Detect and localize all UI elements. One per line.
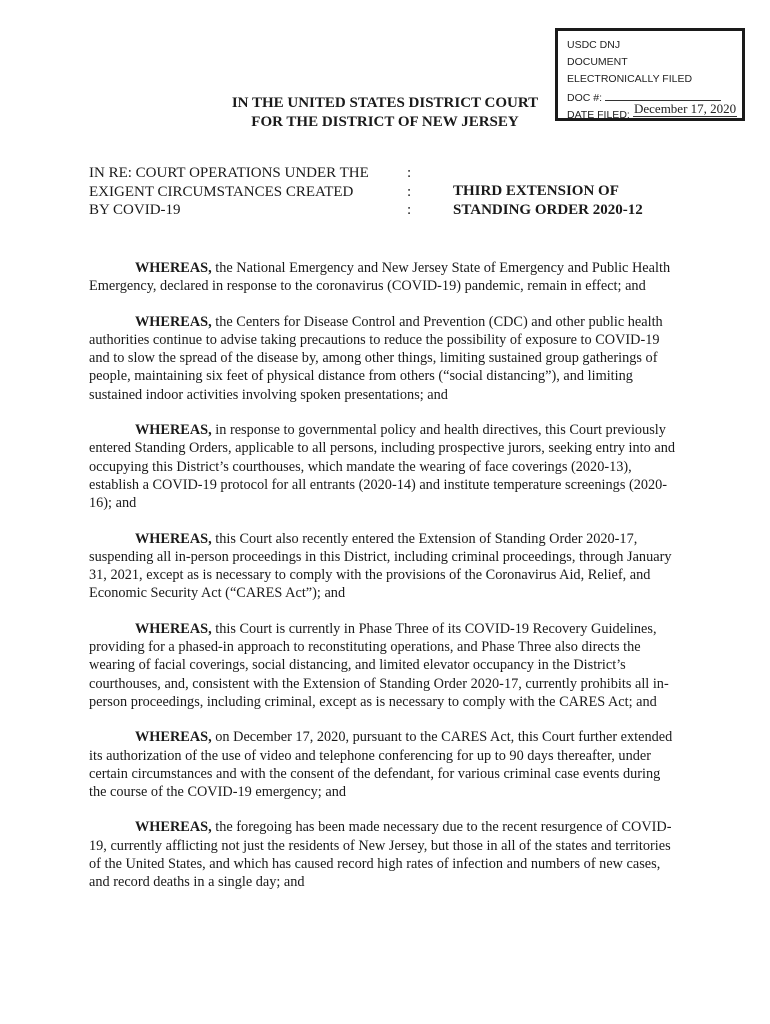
- whereas-lead: WHEREAS,: [135, 819, 212, 836]
- whereas-lead: WHEREAS,: [135, 620, 212, 637]
- caption-colons: [407, 164, 411, 220]
- caption-colon: :: [407, 202, 412, 218]
- case-caption: [89, 164, 369, 220]
- whereas-lead: WHEREAS,: [135, 422, 212, 439]
- order-body: [89, 259, 679, 909]
- paragraph-text: this Court also recently entered the Extension of Standing Order 2020-17, suspending all in-person proceedings in this District, including criminal proceedings, through January 31, 2021, except as is necessary to comply with the provisions of the Coronavirus Aid, Relief, and Economic Security Act (“CARES Act”); and: [89, 530, 672, 602]
- whereas-paragraph: [89, 728, 679, 801]
- whereas-lead: WHEREAS,: [135, 530, 212, 547]
- whereas-paragraph: [89, 620, 679, 711]
- caption-line: EXIGENT CIRCUMSTANCES CREATED: [89, 183, 354, 200]
- paragraph-text: on December 17, 2020, pursuant to the CARES Act, this Court further extended its authorization of the use of video and telephone conferencing for up to 90 days thereafter, under certain circumstances and with the consent of the defendant, for various criminal case events during the course of the COVID-19 emergency; and: [89, 729, 673, 801]
- order-title: [453, 182, 643, 219]
- caption-line: IN RE: COURT OPERATIONS UNDER THE: [89, 165, 369, 181]
- stamp-line: ELECTRONICALLY FILED: [567, 73, 693, 86]
- paragraph-text: the Centers for Disease Control and Prevention (CDC) and other public health authorities continue to advise taking precautions to reduce the possibility of exposure to COVID-19 and to slow the spread of the disease by, among other things, limiting sustained group gatherings of people, maintaining six feet of physical distance from others (“social distancing”), and limiting sustained indoor activities involving spoken presentations; and: [89, 313, 663, 403]
- whereas-paragraph: [89, 530, 679, 603]
- whereas-lead: WHEREAS,: [135, 260, 212, 276]
- caption-line: BY COVID-19: [89, 202, 181, 218]
- stamp-doc-label: DOC #:: [567, 91, 603, 104]
- stamp-line: DOCUMENT: [567, 56, 628, 69]
- whereas-paragraph: [89, 818, 679, 891]
- paragraph-text: the foregoing has been made necessary due to the recent resurgence of COVID-19, currently afflicting not just the residents of New Jersey, but those in all of the states and territories of the United States, and which has caused record high rates of infection and numbers of new cases, and record deaths in a single day; and: [89, 819, 672, 891]
- order-title-line: THIRD EXTENSION OF: [453, 183, 619, 199]
- whereas-paragraph: [89, 421, 679, 512]
- paragraph-text: the National Emergency and New Jersey State of Emergency and Public Health Emergency, declared in response to the coronavirus (COVID-19) pandemic, remain in effect; and: [89, 260, 671, 295]
- order-title-line: STANDING ORDER 2020-12: [453, 201, 643, 218]
- caption-colon: :: [407, 165, 412, 181]
- court-heading-line: IN THE UNITED STATES DISTRICT COURT: [231, 95, 539, 111]
- court-heading: [228, 94, 542, 132]
- stamp-date-row: [567, 100, 742, 124]
- whereas-paragraph: [89, 313, 679, 404]
- paragraph-text: this Court is currently in Phase Three of its COVID-19 Recovery Guidelines, providing for a phased-in approach to reconstituting operations, and Phase Three also directs the wearing of facial coverings, social distancing, and limited elevator occupancy in the District’s courthouses, and, consistent with the Extension of Standing Order 2020-17, currently prohibits all in-person proceedings, including criminal, except as is necessary to comply with the CARES Act; and: [89, 620, 669, 710]
- stamp-doc-blank: [605, 89, 721, 101]
- paragraph-text: in response to governmental policy and health directives, this Court previously entered Standing Orders, applicable to all persons, including prospective jurors, seeking entry into and occupying this District’s courthouses, which mandate the wearing of face coverings (2020-13), establish a COVID-19 protocol for all entrants (2020-14) and institute temperature screenings (2020-16); and: [89, 422, 676, 512]
- whereas-lead: WHEREAS,: [135, 313, 212, 330]
- filing-stamp: [555, 28, 745, 121]
- whereas-paragraph: [89, 259, 679, 296]
- stamp-date-value: December 17, 2020: [634, 100, 737, 116]
- court-heading-line: FOR THE DISTRICT OF NEW JERSEY: [251, 114, 519, 130]
- stamp-date-label: DATE FILED:: [567, 108, 630, 121]
- stamp-line: USDC DNJ: [567, 39, 621, 51]
- caption-colon: :: [407, 183, 412, 200]
- whereas-lead: WHEREAS,: [135, 729, 212, 746]
